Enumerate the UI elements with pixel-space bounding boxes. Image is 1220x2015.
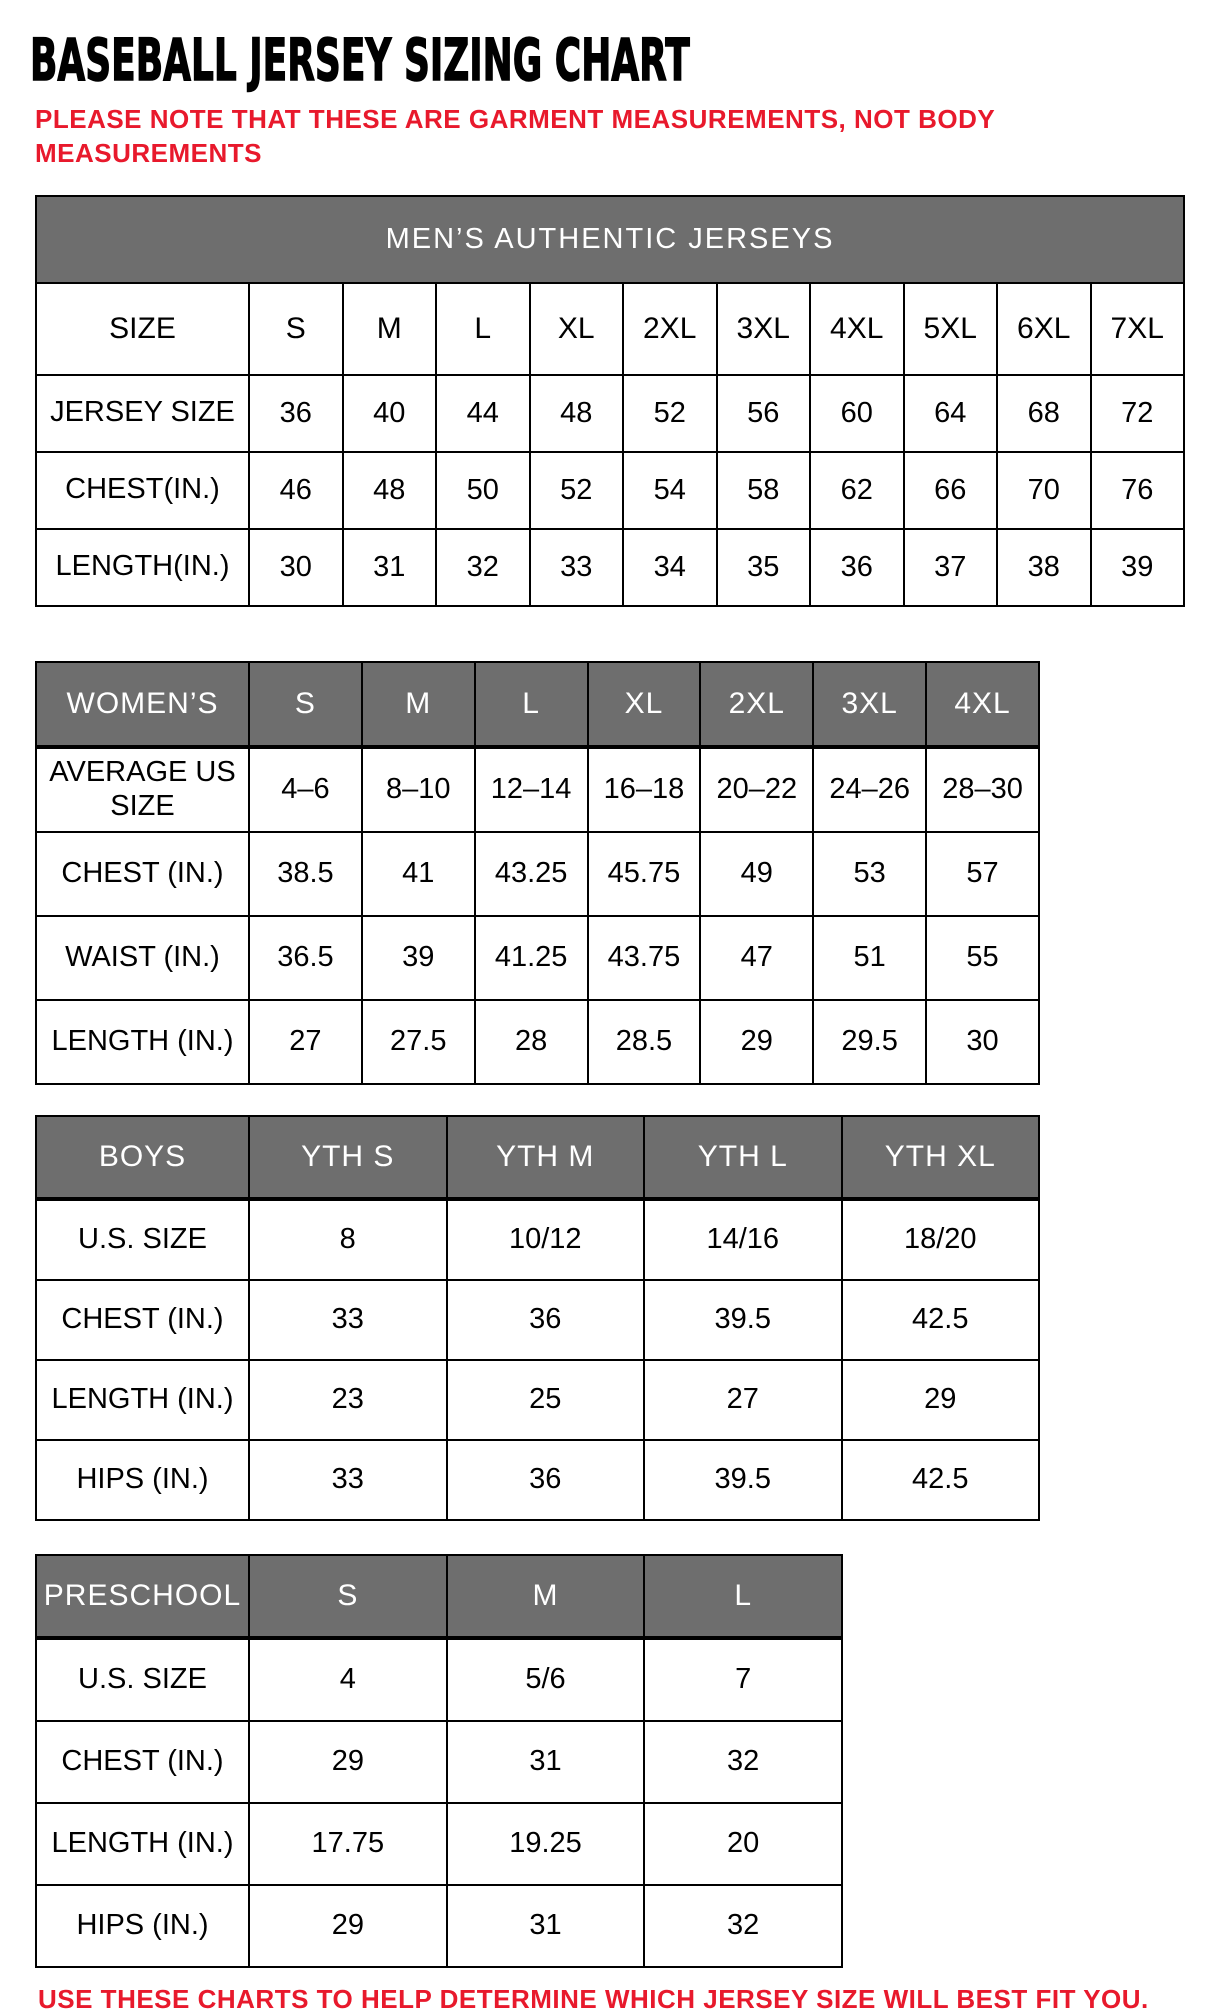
table-cell: 42.5 (842, 1280, 1040, 1360)
table-cell: 51 (813, 916, 926, 1000)
row-label-cell: HIPS (IN.) (36, 1885, 249, 1967)
table-cell: 39 (362, 916, 475, 1000)
table-cell: 41.25 (475, 916, 588, 1000)
table-cell: 12–14 (475, 747, 588, 832)
column-header-cell: 2XL (700, 662, 813, 747)
row-label-cell: U.S. SIZE (36, 1199, 249, 1280)
table-cell: 30 (926, 1000, 1039, 1084)
table-cell: 43.75 (588, 916, 701, 1000)
table-cell: 33 (249, 1280, 447, 1360)
table-cell: 31 (447, 1721, 645, 1803)
column-header-cell: YTH L (644, 1116, 842, 1199)
table-cell: 23 (249, 1360, 447, 1440)
table-cell: 38.5 (249, 832, 362, 916)
column-header-cell: 4XL (926, 662, 1039, 747)
table-cell: 48 (343, 452, 437, 529)
row-label-cell: HIPS (IN.) (36, 1440, 249, 1520)
table-cell: 4 (249, 1638, 447, 1721)
column-header-cell: YTH S (249, 1116, 447, 1199)
table-cell: 29 (842, 1360, 1040, 1440)
table-cell: 66 (904, 452, 998, 529)
table-cell: 5/6 (447, 1638, 645, 1721)
table-cell: 38 (997, 529, 1091, 606)
table-cell: 29.5 (813, 1000, 926, 1084)
column-header-cell: 4XL (810, 283, 904, 375)
table-banner: MEN’S AUTHENTIC JERSEYS (36, 196, 1184, 283)
table-cell: 29 (700, 1000, 813, 1084)
table-cell: 64 (904, 375, 998, 452)
table-row (36, 1638, 842, 1721)
note-line-2: MEASUREMENTS (35, 137, 263, 168)
table-row (36, 1803, 842, 1885)
column-header-cell: L (475, 662, 588, 747)
table-header-row (36, 283, 1184, 375)
table-cell: 48 (530, 375, 624, 452)
footer-note: USE THESE CHARTS TO HELP DETERMINE WHICH JERSEY SIZE WILL BEST FIT YOU. (38, 1983, 1149, 2014)
column-header-cell: M (447, 1555, 645, 1638)
table-cell: 35 (717, 529, 811, 606)
table-cell: 31 (343, 529, 437, 606)
mens-authentic-jerseys-table (35, 195, 1185, 607)
table-cell: 52 (623, 375, 717, 452)
table-cell: 31 (447, 1885, 645, 1967)
row-label-cell: WAIST (IN.) (36, 916, 249, 1000)
table-cell: 29 (249, 1721, 447, 1803)
column-header-cell: L (436, 283, 530, 375)
column-header-cell: L (644, 1555, 842, 1638)
row-label-cell: LENGTH (IN.) (36, 1803, 249, 1885)
table-banner-row (36, 196, 1184, 283)
table-row (36, 1280, 1039, 1360)
table-cell: 55 (926, 916, 1039, 1000)
table-cell: 72 (1091, 375, 1185, 452)
table-cell: 19.25 (447, 1803, 645, 1885)
garment-measurements-note (35, 103, 1220, 171)
note-line-1: PLEASE NOTE THAT THESE ARE GARMENT MEASUREMENTS, NOT BODY (35, 103, 996, 134)
table-cell: 33 (530, 529, 624, 606)
row-label-cell: LENGTH (IN.) (36, 1360, 249, 1440)
table-header-label-cell: WOMEN’S (36, 662, 249, 747)
table-row (36, 529, 1184, 606)
row-label-cell: AVERAGE US SIZE (36, 747, 249, 832)
table-header-row (36, 1116, 1039, 1199)
table-cell: 34 (623, 529, 717, 606)
boys-table (35, 1115, 1040, 1521)
mens-table-section (35, 195, 1220, 607)
table-row (36, 916, 1039, 1000)
row-label-cell: LENGTH(IN.) (36, 529, 249, 606)
table-cell: 62 (810, 452, 904, 529)
table-header-row (36, 1555, 842, 1638)
boys-table-section (35, 1115, 1220, 1521)
table-cell: 28–30 (926, 747, 1039, 832)
table-row (36, 832, 1039, 916)
table-cell: 49 (700, 832, 813, 916)
womens-table-section (35, 661, 1220, 1085)
column-header-cell: YTH M (447, 1116, 645, 1199)
table-cell: 32 (436, 529, 530, 606)
table-cell: 33 (249, 1440, 447, 1520)
table-cell: 32 (644, 1885, 842, 1967)
table-cell: 14/16 (644, 1199, 842, 1280)
table-cell: 29 (249, 1885, 447, 1967)
table-cell: 68 (997, 375, 1091, 452)
preschool-table-section (35, 1554, 1220, 1968)
table-cell: 10/12 (447, 1199, 645, 1280)
table-cell: 50 (436, 452, 530, 529)
table-row (36, 1199, 1039, 1280)
column-header-cell: YTH XL (842, 1116, 1040, 1199)
table-cell: 70 (997, 452, 1091, 529)
table-row (36, 375, 1184, 452)
table-cell: 37 (904, 529, 998, 606)
table-cell: 43.25 (475, 832, 588, 916)
column-header-cell: 3XL (717, 283, 811, 375)
table-cell: 27 (644, 1360, 842, 1440)
table-header-label-cell: PRESCHOOL (36, 1555, 249, 1638)
table-row (36, 1885, 842, 1967)
table-header-label-cell: SIZE (36, 283, 249, 375)
column-header-cell: S (249, 662, 362, 747)
table-cell: 53 (813, 832, 926, 916)
column-header-cell: S (249, 283, 343, 375)
table-cell: 36 (447, 1440, 645, 1520)
table-cell: 56 (717, 375, 811, 452)
column-header-cell: XL (588, 662, 701, 747)
column-header-cell: 6XL (997, 283, 1091, 375)
table-header-row (36, 662, 1039, 747)
table-cell: 8 (249, 1199, 447, 1280)
table-cell: 58 (717, 452, 811, 529)
table-cell: 30 (249, 529, 343, 606)
table-cell: 44 (436, 375, 530, 452)
table-cell: 7 (644, 1638, 842, 1721)
column-header-cell: S (249, 1555, 447, 1638)
table-row (36, 452, 1184, 529)
column-header-cell: 7XL (1091, 283, 1185, 375)
table-cell: 76 (1091, 452, 1185, 529)
column-header-cell: M (343, 283, 437, 375)
table-cell: 32 (644, 1721, 842, 1803)
row-label-cell: U.S. SIZE (36, 1638, 249, 1721)
table-cell: 39.5 (644, 1280, 842, 1360)
table-cell: 25 (447, 1360, 645, 1440)
table-cell: 40 (343, 375, 437, 452)
table-cell: 36 (810, 529, 904, 606)
column-header-cell: 2XL (623, 283, 717, 375)
row-label-cell: CHEST (IN.) (36, 1280, 249, 1360)
table-row (36, 1000, 1039, 1084)
row-label-cell: CHEST (IN.) (36, 1721, 249, 1803)
table-cell: 18/20 (842, 1199, 1040, 1280)
table-cell: 20 (644, 1803, 842, 1885)
column-header-cell: 5XL (904, 283, 998, 375)
table-row (36, 1440, 1039, 1520)
table-cell: 57 (926, 832, 1039, 916)
table-cell: 27 (249, 1000, 362, 1084)
row-label-cell: JERSEY SIZE (36, 375, 249, 452)
table-header-label-cell: BOYS (36, 1116, 249, 1199)
table-cell: 39 (1091, 529, 1185, 606)
row-label-cell: LENGTH (IN.) (36, 1000, 249, 1084)
table-cell: 28.5 (588, 1000, 701, 1084)
table-cell: 16–18 (588, 747, 701, 832)
row-label-cell: CHEST(IN.) (36, 452, 249, 529)
table-cell: 27.5 (362, 1000, 475, 1084)
page-title (30, 28, 1220, 93)
table-cell: 39.5 (644, 1440, 842, 1520)
table-cell: 46 (249, 452, 343, 529)
row-label-cell: CHEST (IN.) (36, 832, 249, 916)
table-cell: 52 (530, 452, 624, 529)
table-row (36, 1360, 1039, 1440)
table-cell: 28 (475, 1000, 588, 1084)
column-header-cell: M (362, 662, 475, 747)
table-cell: 36 (447, 1280, 645, 1360)
table-row (36, 1721, 842, 1803)
table-cell: 54 (623, 452, 717, 529)
page-title-text: BASEBALL JERSEY SIZING CHART (30, 26, 690, 94)
table-cell: 60 (810, 375, 904, 452)
preschool-table (35, 1554, 843, 1968)
column-header-cell: 3XL (813, 662, 926, 747)
table-cell: 24–26 (813, 747, 926, 832)
table-cell: 36 (249, 375, 343, 452)
table-cell: 47 (700, 916, 813, 1000)
table-cell: 36.5 (249, 916, 362, 1000)
table-cell: 20–22 (700, 747, 813, 832)
table-cell: 4–6 (249, 747, 362, 832)
table-cell: 42.5 (842, 1440, 1040, 1520)
table-cell: 8–10 (362, 747, 475, 832)
table-cell: 17.75 (249, 1803, 447, 1885)
table-cell: 41 (362, 832, 475, 916)
column-header-cell: XL (530, 283, 624, 375)
table-cell: 45.75 (588, 832, 701, 916)
womens-table (35, 661, 1040, 1085)
table-row (36, 747, 1039, 832)
